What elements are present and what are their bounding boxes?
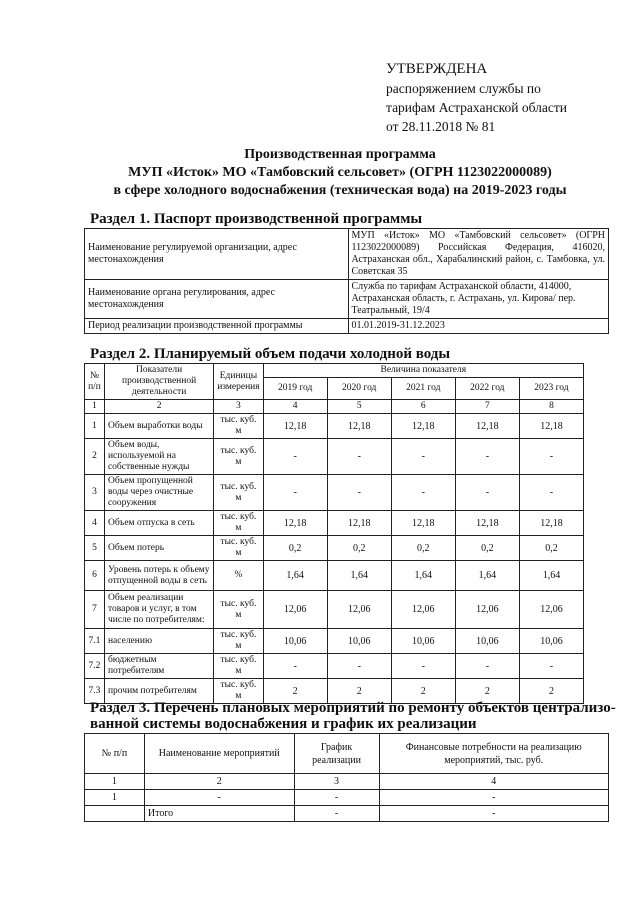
row-value: - bbox=[391, 654, 455, 679]
row-value: 10,06 bbox=[519, 629, 583, 654]
row-value: 12,18 bbox=[519, 414, 583, 439]
col-number: 3 bbox=[214, 400, 263, 414]
row-value: 12,18 bbox=[263, 511, 327, 536]
measures-table bbox=[84, 733, 609, 822]
row-value: 0,2 bbox=[327, 536, 391, 561]
passport-table bbox=[84, 228, 609, 334]
col-number: 3 bbox=[294, 774, 379, 790]
passport-row bbox=[85, 319, 609, 334]
table-row bbox=[85, 790, 609, 806]
row-value: 1,64 bbox=[391, 561, 455, 591]
table-row bbox=[85, 414, 584, 439]
row-unit: тыс. куб. м bbox=[214, 439, 263, 475]
approval-stamp bbox=[386, 60, 567, 136]
row-value: 10,06 bbox=[327, 629, 391, 654]
row-finance: - bbox=[379, 790, 609, 806]
row-num: 3 bbox=[85, 475, 105, 511]
row-value: 12,18 bbox=[327, 414, 391, 439]
header-indicator: Показатели производственной деятельности bbox=[104, 364, 213, 400]
row-value: - bbox=[263, 475, 327, 511]
row-indicator: Объем потерь bbox=[104, 536, 213, 561]
row-unit: тыс. куб. м bbox=[214, 414, 263, 439]
row-num: 1 bbox=[85, 790, 145, 806]
table-row bbox=[85, 475, 584, 511]
table-row bbox=[85, 654, 584, 679]
table-row bbox=[85, 439, 584, 475]
title-line-3: в сфере холодного водоснабжения (техническая вода) на 2019-2023 годы bbox=[113, 183, 567, 198]
row-value: 12,06 bbox=[327, 591, 391, 629]
row-unit: тыс. куб. м bbox=[214, 475, 263, 511]
section2-heading: Раздел 2. Планируемый объем подачи холодной воды bbox=[90, 346, 451, 362]
row-unit: тыс. куб. м bbox=[214, 679, 263, 704]
passport-value: Служба по тарифам Астраханской области, 414000, Астраханская область, г. Астрахань, ул. Кирова/ пер. Театральный, 19/4 bbox=[348, 280, 609, 319]
row-value: 10,06 bbox=[263, 629, 327, 654]
document-title bbox=[60, 146, 620, 200]
header-measure: Наименование мероприятий bbox=[144, 734, 294, 774]
row-value: 12,06 bbox=[391, 591, 455, 629]
row-num: 7.2 bbox=[85, 654, 105, 679]
passport-row bbox=[85, 280, 609, 319]
column-numbers-row bbox=[85, 400, 584, 414]
col-number: 7 bbox=[455, 400, 519, 414]
col-number: 2 bbox=[144, 774, 294, 790]
row-value: - bbox=[519, 654, 583, 679]
row-finance: - bbox=[379, 806, 609, 822]
row-value: 12,18 bbox=[263, 414, 327, 439]
table-row bbox=[85, 511, 584, 536]
row-value: 12,18 bbox=[391, 511, 455, 536]
row-value: - bbox=[455, 439, 519, 475]
row-indicator: населению bbox=[104, 629, 213, 654]
total-row bbox=[85, 806, 609, 822]
row-value: - bbox=[263, 654, 327, 679]
row-value: - bbox=[455, 654, 519, 679]
row-num: 7.1 bbox=[85, 629, 105, 654]
row-indicator: Объем отпуска в сеть bbox=[104, 511, 213, 536]
title-line-1: Производственная программа bbox=[244, 147, 436, 162]
header-year: 2021 год bbox=[391, 378, 455, 400]
col-number: 8 bbox=[519, 400, 583, 414]
row-value: 0,2 bbox=[263, 536, 327, 561]
row-value: - bbox=[391, 439, 455, 475]
row-value: - bbox=[263, 439, 327, 475]
header-value-group: Величина показателя bbox=[263, 364, 583, 378]
passport-value: МУП «Исток» МО «Тамбовский сельсовет» (ОГРН 1123022000089) Российская Федерация, 416020, Астраханская обл., Харабалинский район, с. Тамбовка, ул. Советская 35 bbox=[348, 229, 609, 280]
row-unit: тыс. куб. м bbox=[214, 591, 263, 629]
passport-row bbox=[85, 229, 609, 280]
row-num: 4 bbox=[85, 511, 105, 536]
table-row bbox=[85, 536, 584, 561]
volume-table bbox=[84, 363, 584, 704]
row-value: 12,06 bbox=[519, 591, 583, 629]
row-unit: тыс. куб. м bbox=[214, 654, 263, 679]
row-value: 1,64 bbox=[327, 561, 391, 591]
row-schedule: - bbox=[294, 806, 379, 822]
passport-value: 01.01.2019-31.12.2023 bbox=[348, 319, 609, 334]
row-num: 1 bbox=[85, 414, 105, 439]
header-year: 2020 год bbox=[327, 378, 391, 400]
row-indicator: Уровень потерь к объему отпущенной воды в сеть bbox=[104, 561, 213, 591]
col-number: 1 bbox=[85, 774, 145, 790]
row-value: 2 bbox=[391, 679, 455, 704]
row-value: 2 bbox=[455, 679, 519, 704]
row-measure: - bbox=[144, 790, 294, 806]
row-indicator: Объем пропущенной воды через очистные сооружения bbox=[104, 475, 213, 511]
row-value: - bbox=[327, 654, 391, 679]
header-finance: Финансовые потребности на реализацию мероприятий, тыс. руб. bbox=[379, 734, 609, 774]
row-value: 12,18 bbox=[455, 511, 519, 536]
row-indicator: прочим потребителям bbox=[104, 679, 213, 704]
header-unit: Единицы измерения bbox=[214, 364, 263, 400]
row-num bbox=[85, 806, 145, 822]
title-line-2: МУП «Исток» МО «Тамбовский сельсовет» (ОГРН 1123022000089) bbox=[128, 165, 552, 180]
row-value: 10,06 bbox=[455, 629, 519, 654]
row-value: 12,18 bbox=[391, 414, 455, 439]
row-num: 2 bbox=[85, 439, 105, 475]
row-value: 12,18 bbox=[327, 511, 391, 536]
col-number: 6 bbox=[391, 400, 455, 414]
row-indicator: Объем выработки воды bbox=[104, 414, 213, 439]
row-num: 6 bbox=[85, 561, 105, 591]
col-number: 4 bbox=[263, 400, 327, 414]
measures-col-numbers bbox=[85, 774, 609, 790]
approval-issuer: распоряжением службы по bbox=[386, 81, 541, 96]
header-year: 2022 год bbox=[455, 378, 519, 400]
section1-heading: Раздел 1. Паспорт производственной программы bbox=[90, 211, 423, 227]
row-schedule: - bbox=[294, 790, 379, 806]
row-value: 12,18 bbox=[519, 511, 583, 536]
section3-heading-2: ванной системы водоснабжения и график их реализации bbox=[90, 716, 477, 732]
row-unit: тыс. куб. м bbox=[214, 629, 263, 654]
row-value: - bbox=[327, 439, 391, 475]
row-value: 12,06 bbox=[455, 591, 519, 629]
row-unit: тыс. куб. м bbox=[214, 536, 263, 561]
col-number: 2 bbox=[104, 400, 213, 414]
passport-label: Наименование органа регулирования, адрес местонахождения bbox=[85, 280, 349, 319]
table-row bbox=[85, 561, 584, 591]
row-num: 7 bbox=[85, 591, 105, 629]
section3-heading-1: Раздел 3. Перечень плановых мероприятий по ремонту объектов централизо- bbox=[90, 700, 616, 716]
row-value: 0,2 bbox=[391, 536, 455, 561]
col-number: 4 bbox=[379, 774, 609, 790]
header-year: 2019 год bbox=[263, 378, 327, 400]
row-unit: тыс. куб. м bbox=[214, 511, 263, 536]
row-value: 1,64 bbox=[455, 561, 519, 591]
passport-label: Наименование регулируемой организации, адрес местонахождения bbox=[85, 229, 349, 280]
row-unit: % bbox=[214, 561, 263, 591]
approval-date: от 28.11.2018 № 81 bbox=[386, 119, 496, 134]
row-value: - bbox=[519, 439, 583, 475]
col-number: 5 bbox=[327, 400, 391, 414]
row-value: - bbox=[327, 475, 391, 511]
header-num: № п/п bbox=[85, 364, 105, 400]
row-value: 0,2 bbox=[519, 536, 583, 561]
row-value: - bbox=[455, 475, 519, 511]
row-value: 1,64 bbox=[263, 561, 327, 591]
header-year: 2023 год bbox=[519, 378, 583, 400]
header-num: № п/п bbox=[85, 734, 145, 774]
row-value: 2 bbox=[327, 679, 391, 704]
approval-issuer-cont: тарифам Астраханской области bbox=[386, 100, 568, 115]
row-value: 2 bbox=[263, 679, 327, 704]
row-value: - bbox=[519, 475, 583, 511]
row-value: 0,2 bbox=[455, 536, 519, 561]
row-value: 2 bbox=[519, 679, 583, 704]
table-row bbox=[85, 591, 584, 629]
measures-header-row bbox=[85, 734, 609, 774]
row-value: 12,18 bbox=[455, 414, 519, 439]
col-number: 1 bbox=[85, 400, 105, 414]
passport-label: Период реализации производственной программы bbox=[85, 319, 349, 334]
volume-table-body bbox=[85, 414, 584, 704]
row-value: 1,64 bbox=[519, 561, 583, 591]
row-value: - bbox=[391, 475, 455, 511]
row-value: 10,06 bbox=[391, 629, 455, 654]
table-row bbox=[85, 629, 584, 654]
approval-status: УТВЕРЖДЕНА bbox=[386, 61, 488, 77]
row-indicator: бюджетным потребителям bbox=[104, 654, 213, 679]
header-schedule: График реализации bbox=[294, 734, 379, 774]
row-num: 7.3 bbox=[85, 679, 105, 704]
row-indicator: Объем воды, используемой на собственные нужды bbox=[104, 439, 213, 475]
row-num: 5 bbox=[85, 536, 105, 561]
row-total-label: Итого bbox=[144, 806, 294, 822]
row-value: 12,06 bbox=[263, 591, 327, 629]
row-indicator: Объем реализации товаров и услуг, в том числе по потребителям: bbox=[104, 591, 213, 629]
